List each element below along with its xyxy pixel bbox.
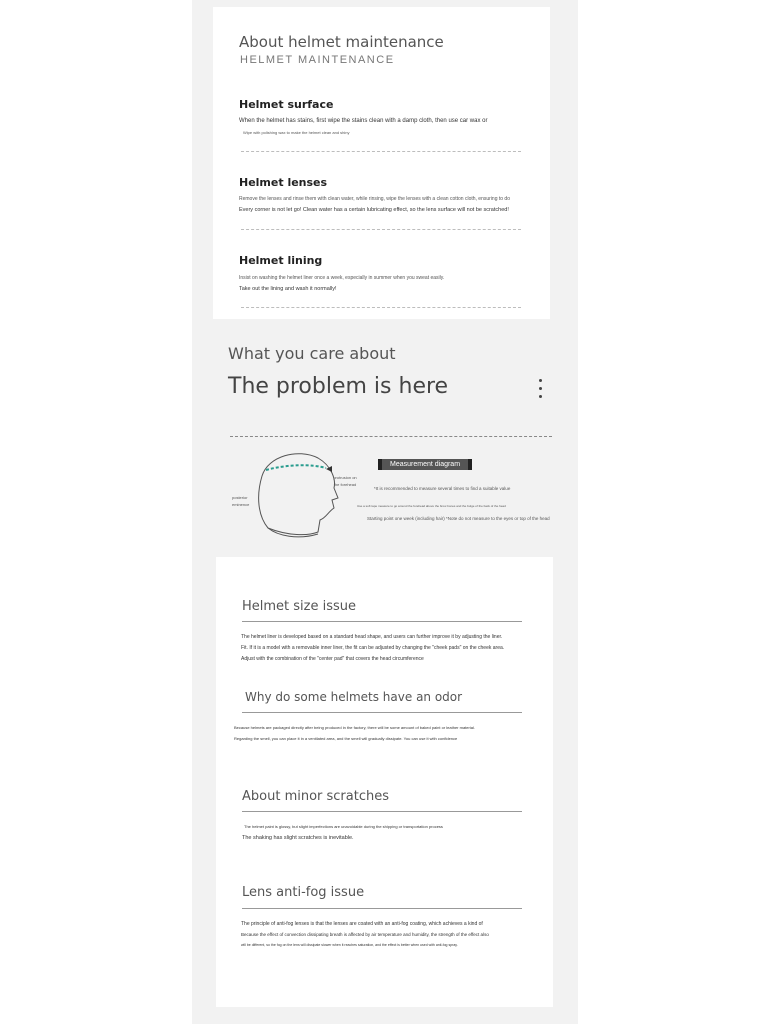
divider (242, 908, 522, 909)
faq-card (216, 557, 553, 1007)
faq-antifog-line-1: The principle of anti-fog lenses is that the lenses are coated with an anti-fog coating, which achieves a kind of (241, 921, 483, 927)
more-options-icon[interactable] (539, 379, 542, 403)
faq-scratches-line-2: The shaking has slight scratches is inevitable. (242, 835, 354, 841)
faq-size-line-1: The helmet liner is developed based on a standard head shape, and users can further improve it by adjusting the liner. (241, 634, 503, 640)
faq-scratches-line-1: The helmet paint is glossy, but slight imperfections are unavoidable during the shipping or transportation process (244, 824, 443, 829)
care-headline: The problem is here (228, 374, 449, 399)
faq-odor-line-2: Regarding the smell, you can place it in a ventilated area, and the smell will gradually dissipate. You can use it with confidence (234, 736, 458, 741)
faq-odor-line-1: Because helmets are packaged directly after being produced in the factory, there will be some amount of baked paint or leather material. (234, 725, 475, 730)
item-text-surface-2: Wipe with polishing wax to make the helmet clean and shiny (243, 130, 350, 135)
item-title-lining: Helmet lining (239, 254, 323, 267)
item-text-lenses-2: Every corner is not let go! Clean water has a certain lubricating effect, so the lens surface will not be scratched! (239, 207, 509, 213)
item-text-lenses-1: Remove the lenses and rinse them with clean water, while rinsing, wipe the lenses with a clean cotton cloth, ensuring to do (239, 196, 510, 202)
faq-title-scratches: About minor scratches (242, 789, 389, 804)
measure-note-2: Use a soft tape measure to go around the forehead above the brow bones and the bulge of the back of the head (357, 504, 506, 508)
faq-title-odor: Why do some helmets have an odor (245, 690, 463, 704)
divider (241, 307, 521, 308)
measure-note-1: *It is recommended to measure several times to find a suitable value (374, 486, 511, 491)
maintenance-subtitle: HELMET MAINTENANCE (240, 54, 395, 66)
measure-note-3: Starting point one week (including hair) *Note do not measure to the eyes or top of the head (367, 516, 550, 521)
divider (242, 621, 522, 622)
measurement-tag: Measurement diagram (378, 459, 472, 470)
item-title-surface: Helmet surface (239, 98, 334, 111)
label-protrusion: protrusion on the forehead (333, 475, 357, 487)
faq-size-line-2: Fit. If it is a model with a removable inner liner, the fit can be adjusted by changing the "cheek pads" on the cheek area. (241, 645, 505, 651)
item-text-lining-1: Insist on washing the helmet liner once a week, especially in summer when you sweat easily. (239, 275, 445, 281)
care-kicker: What you care about (228, 344, 396, 363)
item-title-lenses: Helmet lenses (239, 176, 328, 189)
item-text-lining-2: Take out the lining and wash it normally! (239, 286, 337, 292)
faq-size-line-3: Adjust with the combination of the "center pad" that covers the head circumference (241, 656, 424, 662)
label-posterior: posterior eminence (232, 495, 250, 507)
faq-title-antifog: Lens anti-fog issue (242, 885, 365, 900)
faq-title-size: Helmet size issue (242, 599, 357, 614)
divider (241, 151, 521, 152)
item-text-surface-1: When the helmet has stains, first wipe the stains clean with a damp cloth, then use car wax or (239, 118, 488, 124)
divider (241, 229, 521, 230)
maintenance-title: About helmet maintenance (239, 33, 444, 51)
faq-antifog-line-2: Because the effect of convection dissipating breath is affected by air temperature and humidity, the strength of the effect also (241, 932, 489, 937)
maintenance-card (213, 7, 550, 319)
divider (242, 712, 522, 713)
divider (230, 436, 552, 437)
product-detail-page (192, 0, 578, 1024)
divider (242, 811, 522, 812)
faq-antifog-line-3: will be different, so the fog on the lens will dissipate slower when it reaches saturation, and the effect is better when used with anti-fog spray. (241, 943, 458, 947)
